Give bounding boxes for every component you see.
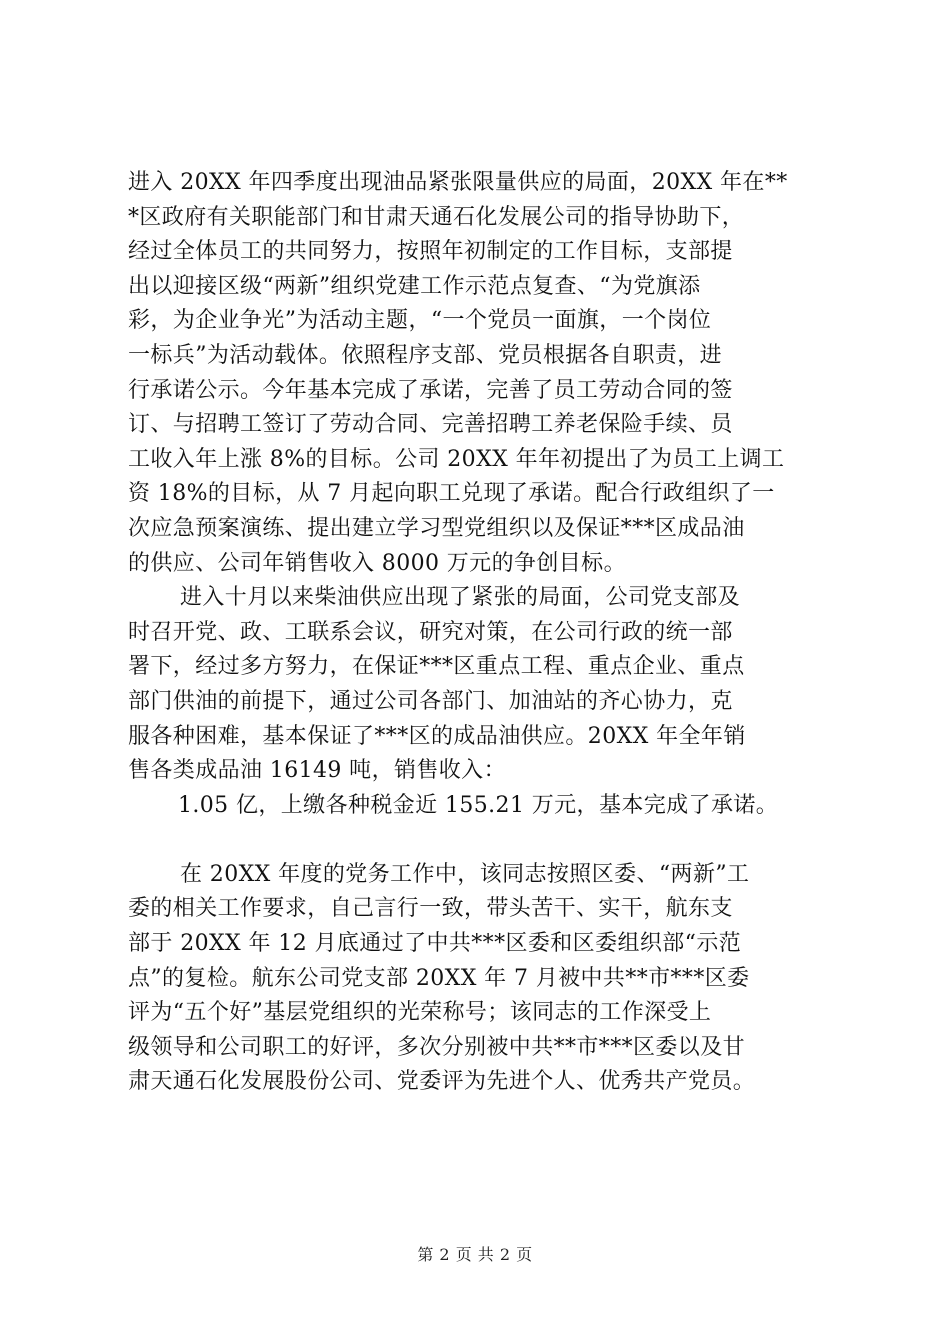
text-line: 一标兵”为活动载体。依照程序支部、党员根据各自职责，进 — [128, 342, 723, 368]
text-line: 工收入年上涨 8%的目标。公司 20XX 年年初提出了为员工上调工 — [128, 446, 785, 472]
text-line: 经过全体员工的共同努力，按照年初制定的工作目标，支部提 — [128, 239, 733, 265]
paragraph-commitments — [128, 166, 840, 581]
text-line: 在 20XX 年度的党务工作中，该同志按照区委、“两新”工 — [180, 861, 750, 887]
text-line: 进入十月以来柴油供应出现了紧张的局面，公司党支部及 — [180, 585, 741, 611]
text-line: 委的相关工作要求，自己言行一致，带头苦干、实干，航东支 — [128, 896, 733, 922]
paragraph-revenue — [128, 789, 840, 824]
text-line: *区政府有关职能部门和甘肃天通石化发展公司的指导协助下， — [128, 204, 745, 230]
text-line: 次应急预案演练、提出建立学习型党组织以及保证***区成品油 — [128, 515, 745, 541]
text-line: 部于 20XX 年 12 月底通过了中共***区委和区委组织部“示范 — [128, 931, 742, 957]
paragraph-spacer — [128, 823, 840, 858]
text-line: 评为“五个好”基层党组织的光荣称号；该同志的工作深受上 — [128, 1000, 712, 1026]
text-line: 时召开党、政、工联系会议，研究对策，在公司行政的统一部 — [128, 619, 733, 645]
text-line: 部门供油的前提下，通过公司各部门、加油站的齐心协力，克 — [128, 688, 733, 714]
text-line: 订、与招聘工签订了劳动合同、完善招聘工养老保险手续、员 — [128, 412, 733, 438]
text-line: 署下，经过多方努力，在保证***区重点工程、重点企业、重点 — [128, 654, 745, 680]
document-body — [128, 166, 840, 1100]
text-line: 肃天通石化发展股份公司、党委评为先进个人、优秀共产党员。 — [128, 1069, 756, 1095]
text-line: 1.05 亿，上缴各种税金近 155.21 万元，基本完成了承诺。 — [178, 792, 779, 818]
text-line: 行承诺公示。今年基本完成了承诺，完善了员工劳动合同的签 — [128, 377, 733, 403]
text-line: 服各种困难，基本保证了***区的成品油供应。20XX 年全年销 — [128, 723, 746, 749]
text-line: 的供应、公司年销售收入 8000 万元的争创目标。 — [128, 550, 626, 576]
text-line: 进入 20XX 年四季度出现油品紧张限量供应的局面，20XX 年在** — [128, 170, 788, 195]
paragraph-diesel-supply — [128, 581, 840, 789]
text-line: 资 18%的目标，从 7 月起向职工兑现了承诺。配合行政组织了一 — [128, 481, 775, 507]
text-line: 售各类成品油 16149 吨，销售收入： — [128, 758, 506, 784]
text-line: 点”的复检。航东公司党支部 20XX 年 7 月被中共**市***区委 — [128, 965, 750, 991]
text-line: 彩，为企业争光”为活动主题，“一个党员一面旗，一个岗位 — [128, 308, 712, 334]
paragraph-party-work — [128, 858, 840, 1100]
text-line: 出以迎接区级“两新”组织党建工作示范点复查、“为党旗添 — [128, 273, 701, 299]
page-footer: 第 2 页 共 2 页 — [417, 1245, 533, 1264]
text-line: 级领导和公司职工的好评，多次分别被中共**市***区委以及甘 — [128, 1034, 746, 1060]
